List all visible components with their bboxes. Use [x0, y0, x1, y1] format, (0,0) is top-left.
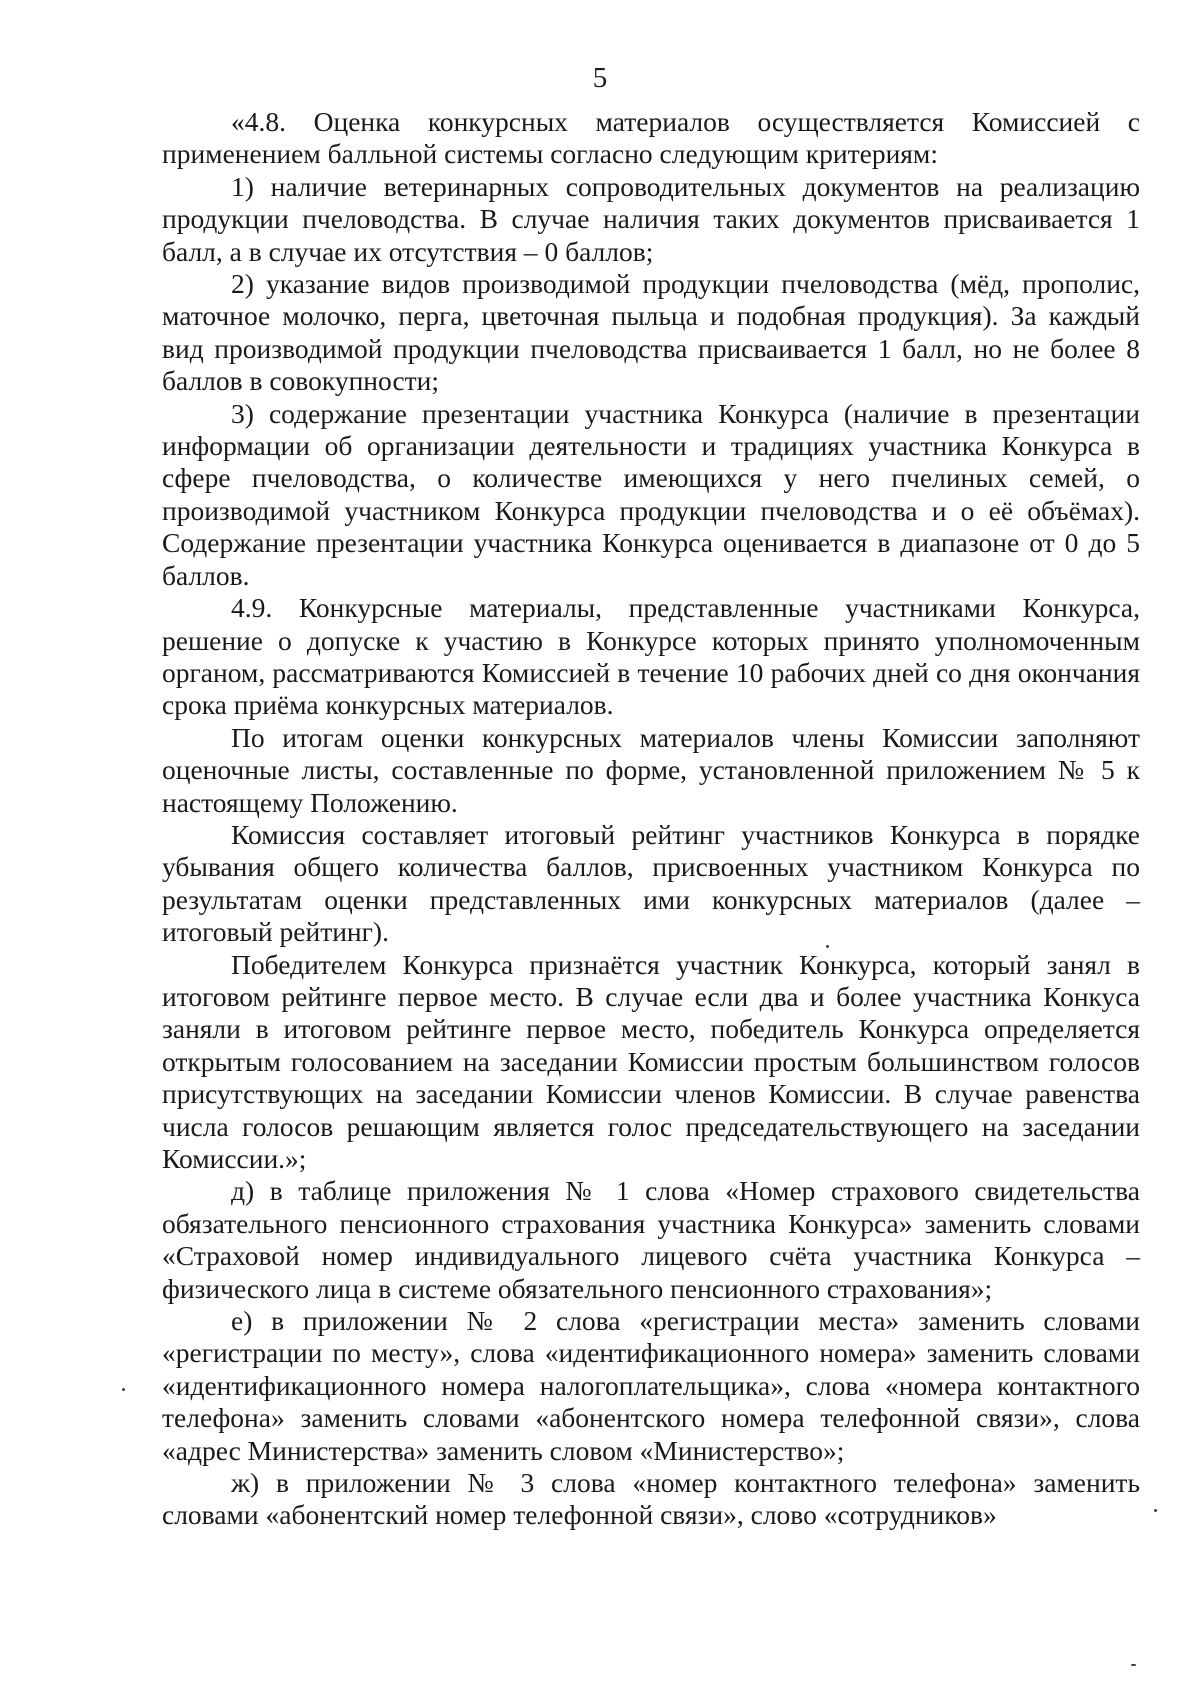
- scan-speck: [122, 1388, 125, 1391]
- paragraph-winner: Победителем Конкурса признаётся участник Конкурса, который занял в итоговом рейтинге первое место. В случае если два и более участника Конкуса заняли в итоговом рейтинге первое место, победитель Конкурса определяется открытым голосованием на заседании Комиссии простым большинством голосов присутствующих на заседании Комиссии членов Комиссии. В случае равенства числа голосов решающим является голос председательствующего на заседании Комиссии.»;: [162, 948, 1140, 1174]
- paragraph-amendment-d: д) в таблице приложения № 1 слова «Номер страхового свидетельства обязательного пенсионного страхования участника Конкурса» заменить словами «Страховой номер индивидуального лицевого счёта участника Конкурса – физического лица в системе обязательного пенсионного страхования»;: [162, 1175, 1140, 1304]
- scan-speck: [1131, 1664, 1136, 1666]
- scan-speck: [826, 945, 829, 948]
- scan-speck: [1154, 1509, 1157, 1512]
- page-number: 5: [592, 62, 608, 94]
- paragraph-4-9: 4.9. Конкурсные материалы, представленные участниками Конкурса, решение о допуске к участию в Конкурсе которых принято уполномоченным органом, рассматриваются Комиссией в течение 10 рабочих дней со дня окончания срока приёма конкурсных материалов.: [162, 592, 1140, 721]
- paragraph-criterion-1: 1) наличие ветеринарных сопроводительных документов на реализацию продукции пчеловодства. В случае наличия таких документов присваивается 1 балл, а в случае их отсутствия – 0 баллов;: [162, 170, 1140, 267]
- paragraph-evaluation-sheets: По итогам оценки конкурсных материалов члены Комиссии заполняют оценочные листы, составленные по форме, установленной приложением № 5 к настоящему Положению.: [162, 721, 1140, 818]
- paragraph-final-rating: Комиссия составляет итоговый рейтинг участников Конкурса в порядке убывания общего количества баллов, присвоенных участником Конкурса по результатам оценки представленных ими конкурсных материалов (далее – итоговый рейтинг).: [162, 818, 1140, 948]
- document-body: [162, 106, 1140, 1532]
- paragraph-amendment-zh: ж) в приложении № 3 слова «номер контактного телефона» заменить словами «абонентский номер телефонной связи», слово «сотрудников»: [162, 1467, 1140, 1531]
- paragraph-criterion-2: 2) указание видов производимой продукции пчеловодства (мёд, прополис, маточное молочко, перга, цветочная пыльца и подобная продукция). За каждый вид производимой продукции пчеловодства присваивается 1 балл, но не более 8 баллов в совокупности;: [162, 268, 1140, 397]
- paragraph-criterion-3: 3) содержание презентации участника Конкурса (наличие в презентации информации об организации деятельности и традициях участника Конкурса в сфере пчеловодства, о количестве имеющихся у него пчелиных семей, о производимой участником Конкурса продукции пчеловодства и о её объёмах). Содержание презентации участника Конкурса оценивается в диапазоне от 0 до 5 баллов.: [162, 397, 1140, 591]
- paragraph-amendment-e: е) в приложении № 2 слова «регистрации места» заменить словами «регистрации по месту», слова «идентификационного номера» заменить словами «идентификационного номера налогоплательщика», слова «номера контактного телефона» заменить словами «абонентского номера телефонной связи», слова «адрес Министерства» заменить словом «Министерство»;: [162, 1305, 1140, 1466]
- paragraph-4-8: «4.8. Оценка конкурсных материалов осуществляется Комиссией с применением балльной системы согласно следующим критериям:: [162, 106, 1140, 170]
